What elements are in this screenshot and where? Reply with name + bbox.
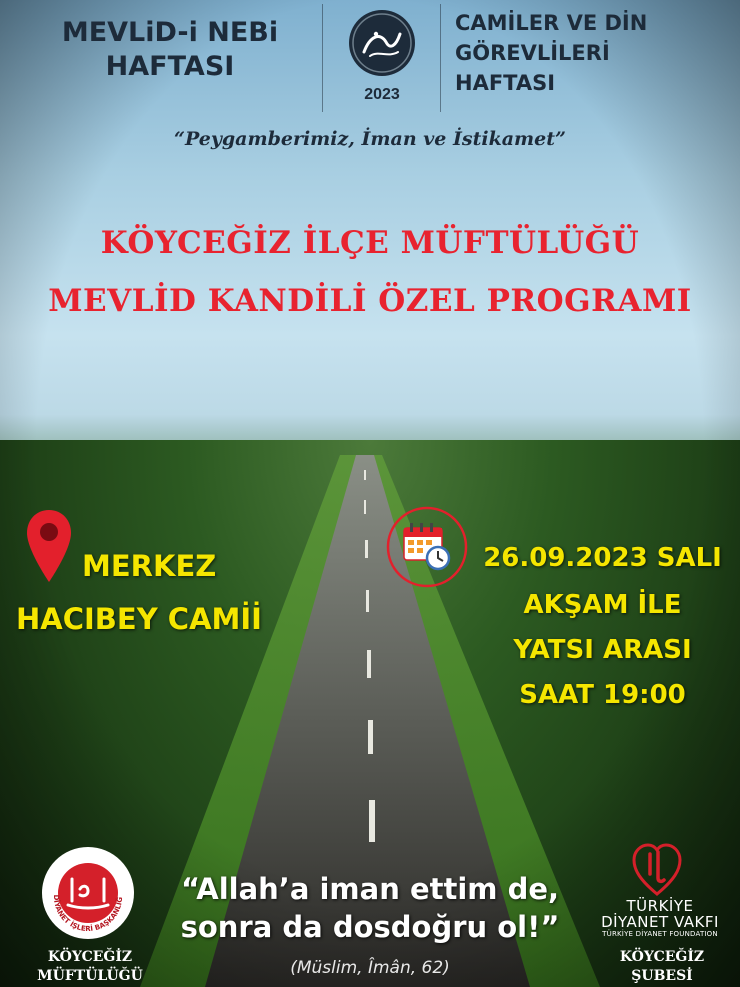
time-line3: YATSI ARASI [513, 635, 692, 665]
right-caption-line1: KÖYCEĞİZ [619, 949, 705, 965]
time-line4: SAAT 19:00 [519, 680, 686, 710]
right-caption-line2: ŞUBESİ [631, 968, 693, 984]
title-line1: KÖYCEĞİZ İLÇE MÜFTÜLÜĞÜ [100, 225, 640, 261]
header-right-line3: HAFTASI [455, 71, 556, 95]
diyanet-logo-icon [40, 845, 136, 941]
brand-line2: DİYANET VAKFI [601, 913, 719, 931]
location-pin-icon [24, 508, 74, 586]
left-caption-line1: KÖYCEĞİZ [47, 949, 133, 965]
quote-source: (Müslim, Îmân, 62) [290, 958, 450, 978]
header-left-line1: MEVLiD-i NEBi [61, 17, 279, 48]
left-logo-caption [20, 948, 160, 986]
divider-line [440, 4, 441, 112]
header [0, 0, 740, 125]
ring-text: DİYANET İŞLERİ BAŞKANLIĞ [51, 894, 125, 933]
vakif-brand-text [580, 898, 740, 938]
quote-line1: “Allah’a iman ettim de, [180, 872, 560, 906]
header-left-line2: HAFTASI [105, 51, 235, 82]
header-right-line2: GÖREVLİLERİ [455, 41, 610, 65]
mevlid-week-title [30, 16, 310, 84]
hadith-quote [150, 870, 590, 946]
title-line2: MEVLİD KANDİLİ ÖZEL PROGRAMI [48, 283, 692, 319]
left-caption-line2: MÜFTÜLÜĞÜ [37, 968, 143, 984]
right-logo-caption [600, 948, 724, 986]
date-line: 26.09.2023 SALI [483, 543, 722, 573]
divider-line [322, 4, 323, 112]
location-line2: HACIBEY CAMİİ [16, 602, 262, 636]
motto: “Peygamberimiz, İman ve İstikamet” [174, 128, 566, 150]
calendar-clock-icon [386, 506, 468, 588]
location-line1: MERKEZ [82, 549, 217, 583]
brand-line3: TÜRKİYE DİYANET FOUNDATION [602, 930, 718, 938]
diyanet-vakfi-logo-icon [630, 840, 684, 898]
time-line2: AKŞAM İLE [523, 590, 682, 620]
brand-line1: TÜRKİYE [626, 897, 694, 915]
quote-line2: sonra da dosdoğru ol!” [180, 910, 560, 944]
calligraphy-seal-icon [340, 6, 424, 80]
year-label: 2023 [364, 86, 400, 103]
mosques-week-title [455, 8, 715, 98]
header-right-line1: CAMİLER VE DİN [455, 11, 648, 35]
